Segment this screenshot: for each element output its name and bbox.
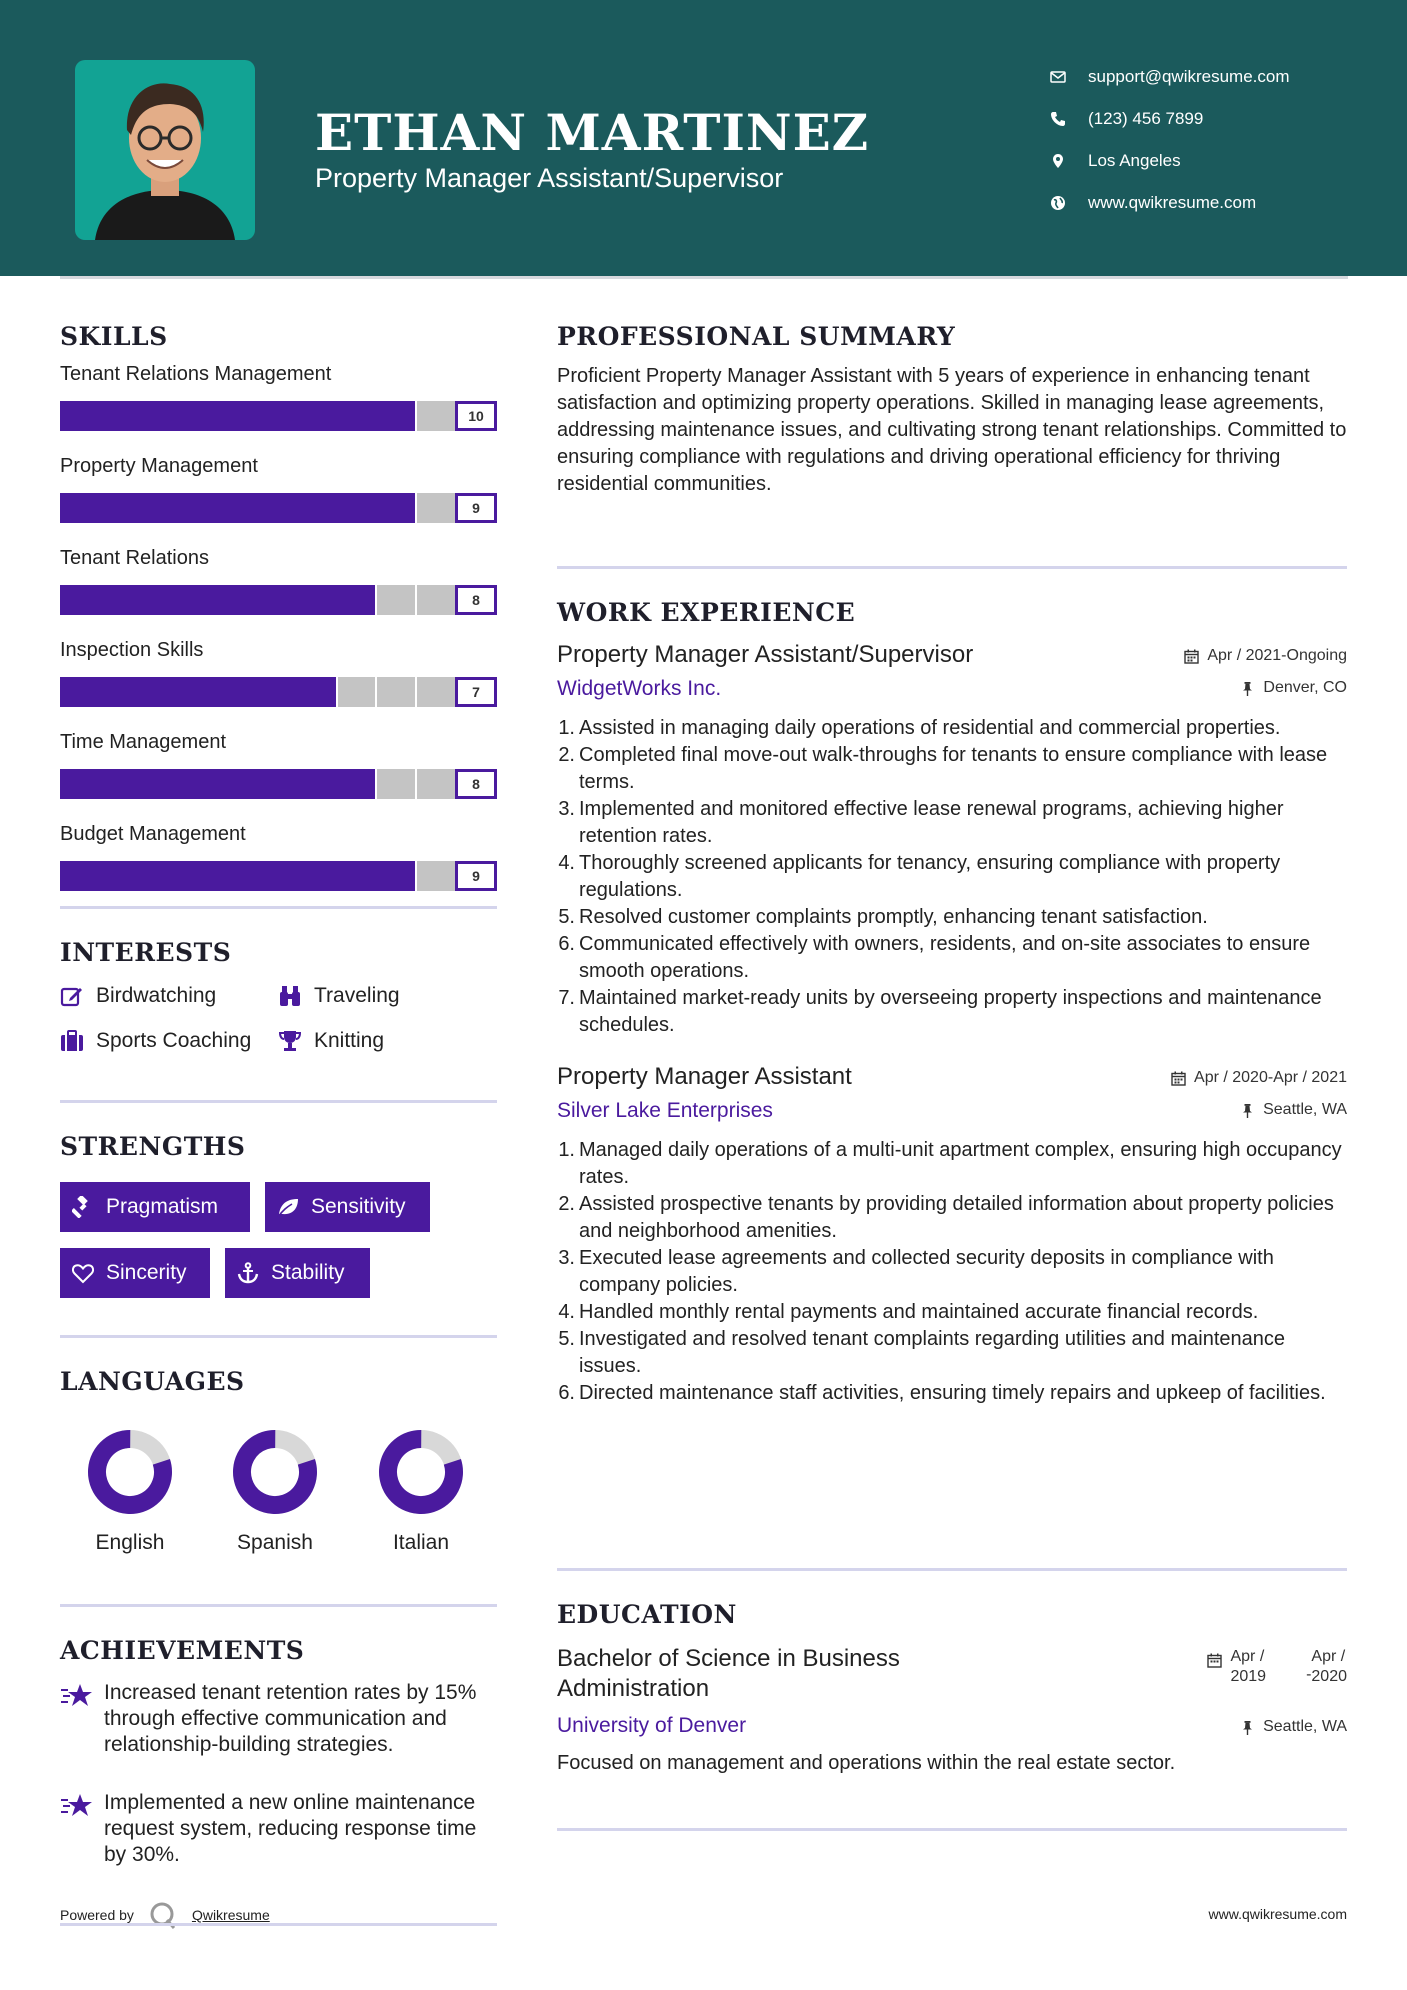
calendar-icon	[1171, 1071, 1186, 1086]
skill-bar-segment	[138, 585, 140, 615]
contact-phone-text: (123) 456 7899	[1088, 109, 1204, 128]
candidate-name: ETHAN MARTINEZ	[315, 103, 870, 162]
education-degree-line: Administration	[557, 1675, 710, 1702]
job-location	[1240, 1101, 1347, 1119]
education-date-text: Apr /	[1230, 1648, 1265, 1665]
interest-item	[278, 984, 400, 1008]
skills-section	[60, 322, 497, 891]
interest-label: Birdwatching	[96, 984, 217, 1007]
job-entry	[557, 641, 1347, 1039]
strength-label: Sensitivity	[311, 1195, 406, 1218]
duty-text: Investigated and resolved tenant complaints regarding utilities and maintenance issues.	[579, 1328, 1285, 1377]
calendar-icon	[1184, 649, 1199, 664]
job-location-text: Denver, CO	[1263, 679, 1347, 696]
duty-text: Assisted prospective tenants by providing detailed information about property policies and neighborhood amenities.	[579, 1193, 1334, 1242]
skill-label: Time Management	[60, 731, 226, 753]
skill-bar-segment	[99, 585, 101, 615]
achievement-item	[60, 1790, 482, 1868]
map-pin-icon	[1050, 153, 1088, 169]
pencil-square-icon	[60, 984, 84, 1008]
duty-text: Resolved customer complaints promptly, enhancing tenant satisfaction.	[579, 906, 1208, 928]
language-donut	[376, 1427, 466, 1517]
duty-number: 4.	[558, 1301, 575, 1323]
languages-section	[60, 1367, 497, 1567]
strength-label: Stability	[271, 1261, 345, 1284]
job-duty	[557, 904, 1347, 931]
skill-bar-segment	[336, 585, 338, 615]
star-ribbon-icon	[60, 1792, 94, 1820]
education-date-text: 2020	[1311, 1668, 1347, 1685]
skill-bar	[60, 861, 497, 891]
job-duties	[557, 1137, 1347, 1407]
strength-label: Pragmatism	[106, 1195, 219, 1218]
contact-email[interactable]	[1050, 56, 1290, 98]
binoculars-icon	[278, 984, 302, 1008]
skill-bar-segment	[257, 401, 259, 431]
skill-bar-segment	[375, 401, 377, 431]
contact-list	[1050, 56, 1290, 224]
languages-title: LANGUAGES	[60, 1367, 245, 1396]
section-divider	[557, 566, 1347, 569]
duty-number: 1.	[558, 717, 575, 739]
summary-section	[557, 322, 1347, 498]
language-label: Italian	[392, 1531, 450, 1554]
language-label: English	[95, 1531, 165, 1554]
duty-number: 2.	[558, 1193, 575, 1215]
skill-label: Tenant Relations Management	[60, 363, 332, 385]
skill-bar-segment	[336, 493, 338, 523]
skill-score: 9	[455, 861, 497, 891]
skill-bar-segment	[138, 677, 140, 707]
duty-text: Assisted in managing daily operations of residential and commercial properties.	[579, 717, 1281, 739]
education-date	[1207, 1647, 1347, 1687]
skill-bar-segment	[178, 861, 180, 891]
interest-item	[278, 1029, 384, 1053]
resume-header	[0, 0, 1407, 276]
interest-label: Sports Coaching	[96, 1029, 252, 1052]
achievements-title: ACHIEVEMENTS	[60, 1636, 305, 1665]
skill-bar-segment	[217, 493, 219, 523]
pin-icon	[1240, 681, 1255, 696]
language-donut	[230, 1427, 320, 1517]
job-duty	[557, 850, 1347, 904]
skill-bar-segment	[415, 401, 417, 431]
skill-bar	[60, 585, 497, 615]
education-degree-line: Bachelor of Science in Business	[557, 1645, 900, 1672]
contact-location-text: Los Angeles	[1088, 151, 1181, 170]
strength-badge	[60, 1182, 250, 1232]
strengths-section	[60, 1132, 497, 1302]
skill-bar-segment	[415, 769, 417, 799]
skill-bar-segment	[138, 493, 140, 523]
skill-score: 7	[455, 677, 497, 707]
skill-item	[60, 823, 497, 891]
interests-title: INTERESTS	[60, 938, 232, 967]
duty-number: 6.	[558, 1382, 575, 1404]
skill-bar-segment	[178, 493, 180, 523]
language-item	[60, 1427, 200, 1555]
skill-bar-segment	[296, 861, 298, 891]
skill-bar-segment	[178, 769, 180, 799]
skill-bar-segment	[178, 677, 180, 707]
skill-bar-segment	[99, 677, 101, 707]
skill-score: 9	[455, 493, 497, 523]
duty-text: Maintained market-ready units by overseeing property inspections and maintenance schedules.	[579, 987, 1322, 1036]
education-date-dash: -	[1306, 1666, 1312, 1683]
education-date-text: 2019	[1230, 1668, 1267, 1685]
skill-bar-segment	[415, 493, 417, 523]
job-duty	[557, 715, 1347, 742]
duty-number: 7.	[558, 987, 575, 1009]
skill-bar	[60, 769, 497, 799]
trophy-icon	[278, 1029, 302, 1053]
contact-website[interactable]	[1050, 182, 1290, 224]
education-school: University of Denver	[557, 1714, 747, 1737]
skill-bar-segment	[257, 769, 259, 799]
skill-item	[60, 547, 497, 615]
education-date-start	[1230, 1647, 1266, 1687]
section-divider	[60, 906, 497, 909]
education-location	[1240, 1718, 1347, 1736]
gavel-icon	[72, 1196, 94, 1218]
education-location-text: Seattle, WA	[1263, 1718, 1347, 1735]
job-duty	[557, 796, 1347, 850]
job-title: Property Manager Assistant	[557, 1063, 852, 1090]
skill-bar-segment	[296, 769, 298, 799]
experience-section	[557, 598, 1347, 1407]
duty-number: 5.	[558, 1328, 575, 1350]
strength-badge	[265, 1182, 430, 1232]
education-section	[557, 1600, 1347, 1800]
skill-bar-segment	[257, 861, 259, 891]
skill-bar-segment	[336, 677, 338, 707]
job-company: WidgetWorks Inc.	[557, 677, 722, 700]
duty-number: 3.	[558, 1247, 575, 1269]
strength-badge	[225, 1248, 370, 1298]
skill-bar-segment	[336, 769, 338, 799]
skill-bar-segment	[415, 677, 417, 707]
candidate-title: Property Manager Assistant/Supervisor	[315, 163, 784, 193]
section-divider	[60, 1335, 497, 1338]
language-item	[205, 1427, 345, 1555]
job-duty	[557, 931, 1347, 985]
job-date-text: Apr / 2021-Ongoing	[1207, 647, 1347, 664]
duty-number: 6.	[558, 933, 575, 955]
contact-email-text: support@qwikresume.com	[1088, 67, 1290, 86]
skill-bar-segment	[217, 677, 219, 707]
job-title: Property Manager Assistant/Supervisor	[557, 641, 974, 668]
skill-bar-segment	[257, 493, 259, 523]
skill-bar-segment	[257, 585, 259, 615]
duty-number: 5.	[558, 906, 575, 928]
skill-bar-segment	[296, 401, 298, 431]
profile-photo	[75, 60, 255, 240]
skill-bar-segment	[99, 493, 101, 523]
duty-number: 2.	[558, 744, 575, 766]
strength-label: Sincerity	[106, 1261, 187, 1284]
skill-bar-segment	[257, 677, 259, 707]
education-date-text: Apr /	[1311, 1648, 1346, 1665]
job-duty	[557, 1137, 1347, 1191]
skill-label: Budget Management	[60, 823, 246, 845]
footer-url[interactable]: www.qwikresume.com	[1208, 1906, 1347, 1922]
experience-title: WORK EXPERIENCE	[557, 598, 856, 627]
skill-bar-segment	[296, 585, 298, 615]
interest-label: Knitting	[314, 1029, 385, 1052]
duty-text: Directed maintenance staff activities, ensuring timely repairs and upkeep of facilities.	[579, 1382, 1326, 1404]
job-duty	[557, 985, 1347, 1039]
skill-item	[60, 639, 497, 707]
duty-text: Completed final move-out walk-throughs for tenants to ensure compliance with lease terms.	[579, 744, 1328, 793]
duty-text: Thoroughly screened applicants for tenancy, ensuring compliance with property regulations.	[579, 852, 1281, 901]
skill-bar-segment	[375, 585, 377, 615]
footer-divider	[60, 1923, 497, 1926]
anchor-icon	[237, 1262, 259, 1284]
skill-bar	[60, 401, 497, 431]
job-location	[1240, 679, 1347, 697]
interest-item	[60, 1029, 251, 1053]
summary-title: PROFESSIONAL SUMMARY	[557, 322, 956, 351]
skill-bar-fill	[60, 493, 416, 523]
skill-bar-segment	[138, 861, 140, 891]
section-divider	[557, 1828, 1347, 1831]
envelope-icon	[1050, 69, 1088, 85]
contact-website-text: www.qwikresume.com	[1088, 193, 1257, 212]
skill-bar	[60, 677, 497, 707]
skills-title: SKILLS	[60, 322, 168, 351]
duty-text: Executed lease agreements and collected security deposits in compliance with company policies.	[579, 1247, 1274, 1296]
leaf-icon	[277, 1196, 299, 1218]
job-date	[1171, 1069, 1347, 1087]
skill-item	[60, 455, 497, 523]
job-company: Silver Lake Enterprises	[557, 1099, 773, 1122]
skill-bar-segment	[375, 677, 377, 707]
skill-bar-segment	[99, 861, 101, 891]
duty-text: Communicated effectively with owners, residents, and on-site associates to ensure smooth operations.	[579, 933, 1311, 982]
duty-text: Managed daily operations of a multi-unit apartment complex, ensuring high occupancy rates.	[579, 1139, 1342, 1188]
skill-label: Inspection Skills	[60, 639, 204, 661]
job-duty	[557, 1326, 1347, 1380]
achievement-text: Implemented a new online maintenance request system, reducing response time by 30%.	[104, 1791, 477, 1866]
strength-badge	[60, 1248, 210, 1298]
achievement-item	[60, 1680, 482, 1758]
powered-by-text: Powered by	[60, 1907, 134, 1923]
phone-icon	[1050, 111, 1088, 127]
briefcase-icon	[60, 1029, 84, 1053]
strengths-title: STRENGTHS	[60, 1132, 246, 1161]
education-degree	[557, 1644, 900, 1704]
skill-bar-segment	[217, 585, 219, 615]
star-ribbon-icon	[60, 1682, 94, 1710]
contact-phone[interactable]	[1050, 98, 1290, 140]
globe-icon	[1050, 195, 1088, 211]
skill-bar-segment	[336, 401, 338, 431]
skill-item	[60, 731, 497, 799]
skill-bar-segment	[375, 769, 377, 799]
heart-icon	[72, 1262, 94, 1284]
duty-number: 1.	[558, 1139, 575, 1161]
pin-icon	[1240, 1103, 1255, 1118]
skill-bar-segment	[99, 769, 101, 799]
skill-bar-segment	[336, 861, 338, 891]
qwikresume-link[interactable]: Qwikresume	[191, 1907, 270, 1923]
section-divider	[60, 1100, 497, 1103]
duty-text: Handled monthly rental payments and maintained accurate financial records.	[579, 1301, 1259, 1323]
section-divider	[60, 1604, 497, 1607]
duty-text: Implemented and monitored effective lease renewal programs, achieving higher retention rates.	[579, 798, 1284, 847]
duty-number: 3.	[558, 798, 575, 820]
job-duties	[557, 715, 1347, 1039]
skill-score: 8	[455, 769, 497, 799]
job-duty	[557, 742, 1347, 796]
calendar-icon	[1207, 1653, 1222, 1668]
interest-label: Traveling	[314, 984, 400, 1007]
job-entry	[557, 1063, 1347, 1407]
skill-bar-segment	[178, 401, 180, 431]
education-date-end	[1311, 1647, 1347, 1687]
language-label: Spanish	[237, 1531, 313, 1554]
skill-label: Property Management	[60, 455, 258, 477]
skill-bar	[60, 493, 497, 523]
skill-bar-segment	[138, 401, 140, 431]
skill-bar-segment	[296, 677, 298, 707]
duty-number: 4.	[558, 852, 575, 874]
job-duty	[557, 1191, 1347, 1245]
job-duty	[557, 1380, 1347, 1407]
skill-item	[60, 363, 497, 431]
section-divider	[557, 1568, 1347, 1571]
language-donut	[85, 1427, 175, 1517]
header-divider	[60, 276, 1348, 279]
job-duty	[557, 1299, 1347, 1326]
job-date-text: Apr / 2020-Apr / 2021	[1194, 1069, 1347, 1086]
achievement-text: Increased tenant retention rates by 15% through effective communication and relationship-building strategies.	[104, 1681, 477, 1756]
pin-icon	[1240, 1720, 1255, 1735]
language-item	[351, 1427, 491, 1555]
job-date	[1184, 647, 1347, 665]
skills-list	[60, 363, 497, 891]
skill-bar-segment	[375, 861, 377, 891]
skill-bar-fill	[60, 401, 416, 431]
job-duty	[557, 1245, 1347, 1299]
skill-label: Tenant Relations	[60, 547, 209, 569]
interests-section	[60, 938, 497, 1078]
skill-bar-fill	[60, 861, 416, 891]
skill-bar-segment	[296, 493, 298, 523]
skill-score: 8	[455, 585, 497, 615]
summary-text: Proficient Property Manager Assistant with 5 years of experience in enhancing tenant satisfaction and optimizing property operations. Skilled in managing lease agreements, addressing maintenance issues, and cultivating strong tenant relationships. Committed to ensuring compliance with regulations and driving operational efficiency for thriving residential communities.	[557, 365, 1347, 495]
interest-item	[60, 984, 216, 1008]
contact-location	[1050, 140, 1290, 182]
skill-bar-segment	[375, 493, 377, 523]
skill-bar-segment	[138, 769, 140, 799]
skill-bar-segment	[217, 769, 219, 799]
skill-bar-segment	[415, 585, 417, 615]
achievements-section	[60, 1636, 497, 1886]
skill-score: 10	[455, 401, 497, 431]
skill-bar-segment	[178, 585, 180, 615]
skill-bar-segment	[99, 401, 101, 431]
skill-bar-segment	[415, 861, 417, 891]
education-description: Focused on management and operations within the real estate sector.	[557, 1752, 1176, 1774]
skill-bar-segment	[217, 861, 219, 891]
job-location-text: Seattle, WA	[1263, 1101, 1347, 1118]
education-title: EDUCATION	[557, 1600, 737, 1629]
skill-bar-segment	[217, 401, 219, 431]
